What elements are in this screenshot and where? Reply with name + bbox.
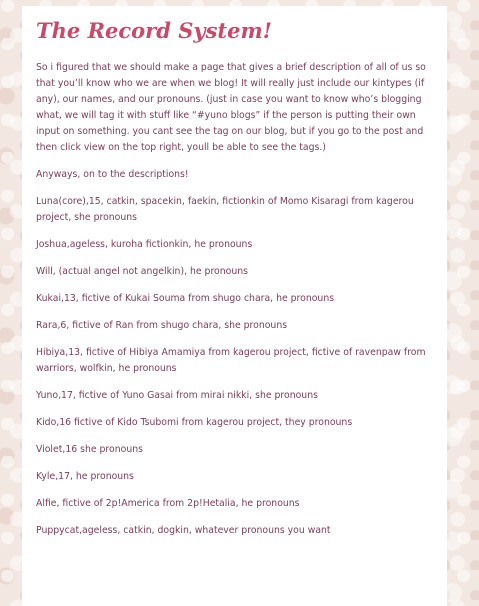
member-entry-kyle: Kyle,17, he pronouns	[36, 471, 134, 482]
blog-post	[22, 6, 447, 606]
member-entry-violet: Violet,16 she pronouns	[36, 444, 143, 455]
member-entry-joshua: Joshua,ageless, kuroha fictionkin, he pronouns	[36, 239, 253, 250]
member-entry-luna: Luna(core),15, catkin, spacekin, faekin, fictionkin of Momo Kisaragi from kagerou project, she pronouns	[36, 196, 414, 223]
descriptions-intro: Anyways, on to the descriptions!	[36, 169, 189, 180]
member-entry-will: Will, (actual angel not angelkin), he pronouns	[36, 266, 248, 277]
member-entry-rara: Rara,6, fictive of Ran from shugo chara, she pronouns	[36, 320, 288, 331]
member-entry-puppycat: Puppycat,ageless, catkin, dogkin, whatever pronouns you want	[36, 525, 331, 536]
post-title: The Record System!	[36, 18, 272, 43]
member-entry-kido: Kido,16 fictive of Kido Tsubomi from kagerou project, they pronouns	[36, 417, 353, 428]
member-entry-yuno: Yuno,17, fictive of Yuno Gasai from mirai nikki, she pronouns	[36, 390, 318, 401]
member-entry-kukai: Kukai,13, fictive of Kukai Souma from shugo chara, he pronouns	[36, 293, 335, 304]
intro-paragraph: So i figured that we should make a page that gives a brief description of all of us so that you’ll know who we are when we blog! It will really just include our kintypes (if any), our names, and our pronouns. (just in case you want to know who’s blogging what, we will tag it with stuff like “#yuno blogs” if the person is putting their own input on something. you cant see the tag on our blog, but if you go to the post and then click view on the top right, youll be able to see the tags.)	[36, 62, 426, 153]
member-entry-hibiya: Hibiya,13, fictive of Hibiya Amamiya from kagerou project, fictive of ravenpaw from warriors, wolfkin, he pronouns	[36, 347, 426, 374]
member-entry-alfie: Alfie, fictive of 2p!America from 2p!Hetalia, he pronouns	[36, 498, 300, 509]
